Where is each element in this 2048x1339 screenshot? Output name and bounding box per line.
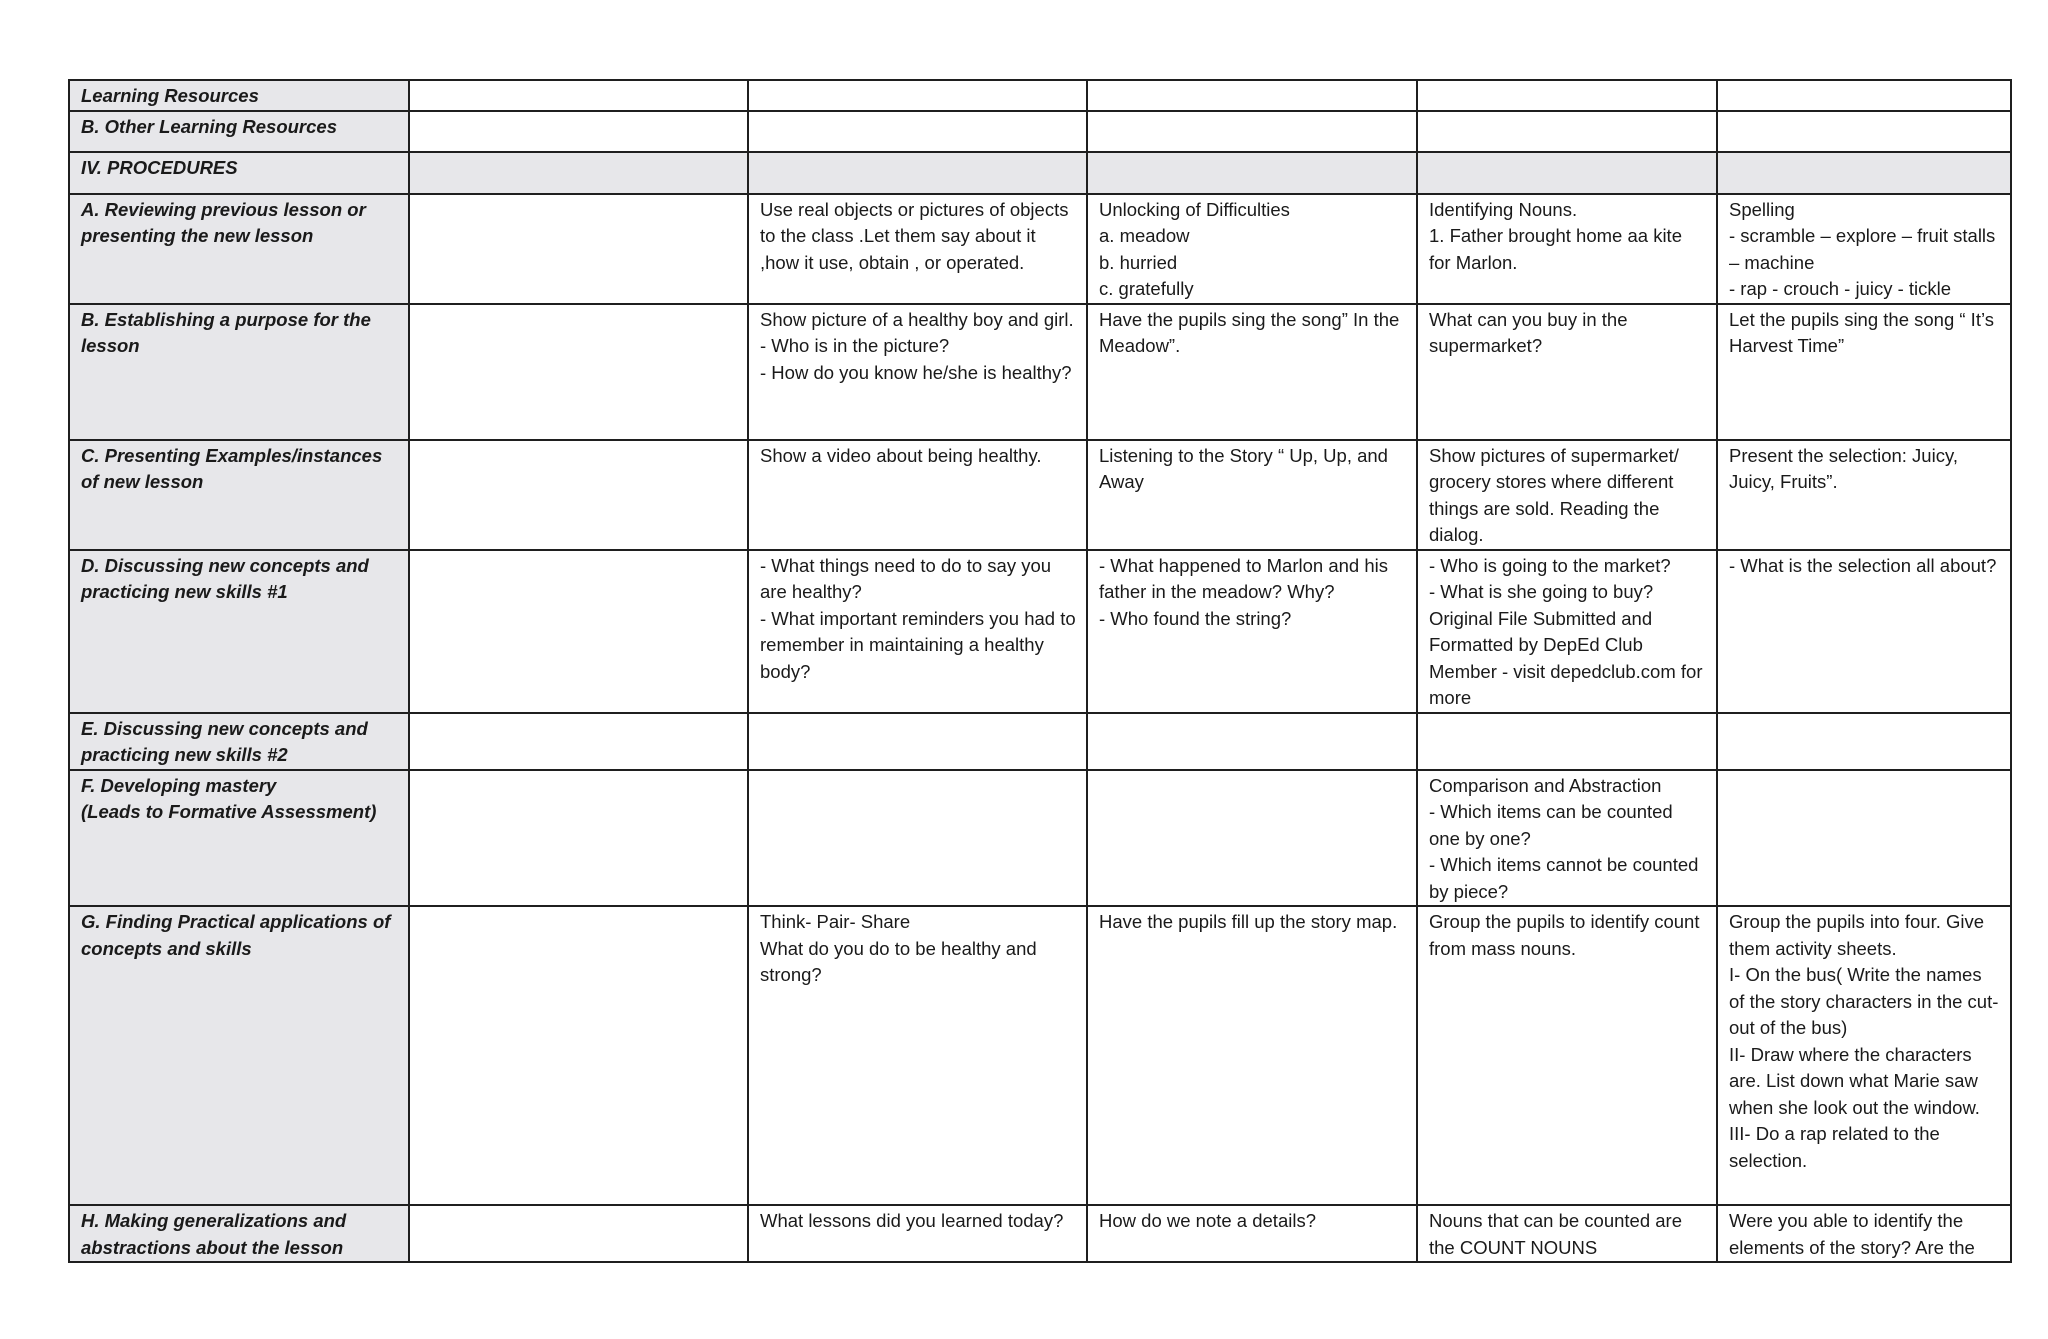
table-cell	[1087, 713, 1417, 770]
table-cell	[1417, 152, 1717, 194]
table-cell	[1717, 713, 2011, 770]
table-cell	[409, 304, 748, 440]
table-cell	[409, 906, 748, 1205]
table-cell	[409, 713, 748, 770]
table-cell	[1417, 111, 1717, 152]
table-row	[69, 111, 2011, 152]
table-cell: - What happened to Marlon and his father in the meadow? Why? - Who found the string?	[1087, 550, 1417, 713]
row-label: F. Developing mastery (Leads to Formative Assessment)	[69, 770, 409, 907]
table-cell: Show a video about being healthy.	[748, 440, 1087, 550]
table-cell	[409, 440, 748, 550]
table-cell: Were you able to identify the elements of the story? Are the	[1717, 1205, 2011, 1262]
table-cell	[409, 1205, 748, 1262]
table-cell	[1717, 111, 2011, 152]
table-cell	[748, 152, 1087, 194]
table-row	[69, 152, 2011, 194]
table-cell: Identifying Nouns. 1. Father brought home aa kite for Marlon.	[1417, 194, 1717, 304]
table-cell: Use real objects or pictures of objects to the class .Let them say about it ,how it use, obtain , or operated.	[748, 194, 1087, 304]
table-cell	[409, 152, 748, 194]
row-label: G. Finding Practical applications of concepts and skills	[69, 906, 409, 1205]
table-row	[69, 304, 2011, 440]
table-cell: Show pictures of supermarket/ grocery stores where different things are sold. Reading the dialog.	[1417, 440, 1717, 550]
table-row	[69, 906, 2011, 1205]
table-cell: - What is the selection all about?	[1717, 550, 2011, 713]
table-cell	[409, 770, 748, 907]
table-cell	[1717, 80, 2011, 111]
table-cell	[1087, 152, 1417, 194]
table-cell: Spelling - scramble – explore – fruit stalls – machine - rap - crouch - juicy - tickle	[1717, 194, 2011, 304]
row-label: B. Establishing a purpose for the lesson	[69, 304, 409, 440]
table-cell: Think- Pair- Share What do you do to be healthy and strong?	[748, 906, 1087, 1205]
table-cell	[1717, 770, 2011, 907]
table-row	[69, 440, 2011, 550]
lesson-plan-table	[68, 79, 2012, 1263]
table-cell	[1087, 770, 1417, 907]
table-cell	[409, 111, 748, 152]
table-cell	[1717, 152, 2011, 194]
table-cell: Present the selection: Juicy, Juicy, Fruits”.	[1717, 440, 2011, 550]
table-cell: Show picture of a healthy boy and girl. - Who is in the picture? - How do you know he/she is healthy?	[748, 304, 1087, 440]
table-row	[69, 770, 2011, 907]
table-cell: Nouns that can be counted are the COUNT NOUNS	[1417, 1205, 1717, 1262]
table-cell: Listening to the Story “ Up, Up, and Away	[1087, 440, 1417, 550]
table-cell	[409, 194, 748, 304]
table-cell: Comparison and Abstraction - Which items can be counted one by one? - Which items cannot be counted by piece?	[1417, 770, 1717, 907]
table-cell	[748, 111, 1087, 152]
table-cell	[1417, 80, 1717, 111]
row-label: E. Discussing new concepts and practicing new skills #2	[69, 713, 409, 770]
table-cell: Group the pupils to identify count from mass nouns.	[1417, 906, 1717, 1205]
row-label: IV. PROCEDURES	[69, 152, 409, 194]
table-row	[69, 194, 2011, 304]
table-cell	[409, 80, 748, 111]
table-cell	[409, 550, 748, 713]
table-row	[69, 550, 2011, 713]
table-row	[69, 80, 2011, 111]
table-cell: Let the pupils sing the song “ It’s Harvest Time”	[1717, 304, 2011, 440]
table-cell: How do we note a details?	[1087, 1205, 1417, 1262]
table-cell	[748, 80, 1087, 111]
table-cell: Group the pupils into four. Give them activity sheets. I- On the bus( Write the names of the story characters in the cut-out of the bus) II- Draw where the characters are. List down what Marie saw when she look out the window. III- Do a rap related to the selection.	[1717, 906, 2011, 1205]
table-cell	[748, 770, 1087, 907]
table-cell	[1087, 111, 1417, 152]
table-row	[69, 1205, 2011, 1262]
table-row	[69, 713, 2011, 770]
row-label: D. Discussing new concepts and practicing new skills #1	[69, 550, 409, 713]
row-label: B. Other Learning Resources	[69, 111, 409, 152]
table-cell	[1417, 713, 1717, 770]
table-cell: Unlocking of Difficulties a. meadow b. hurried c. gratefully	[1087, 194, 1417, 304]
table-cell: What can you buy in the supermarket?	[1417, 304, 1717, 440]
table-cell	[1087, 80, 1417, 111]
table-cell: - Who is going to the market? - What is she going to buy? Original File Submitted and Formatted by DepEd Club Member - visit depedclub.com for more	[1417, 550, 1717, 713]
row-label: C. Presenting Examples/instances of new lesson	[69, 440, 409, 550]
table-cell: What lessons did you learned today?	[748, 1205, 1087, 1262]
row-label: A. Reviewing previous lesson or presenting the new lesson	[69, 194, 409, 304]
row-label: H. Making generalizations and abstractions about the lesson	[69, 1205, 409, 1262]
table-cell: Have the pupils fill up the story map.	[1087, 906, 1417, 1205]
row-label: Learning Resources	[69, 80, 409, 111]
table-cell	[748, 713, 1087, 770]
table-cell: Have the pupils sing the song” In the Meadow”.	[1087, 304, 1417, 440]
table-cell: - What things need to do to say you are healthy? - What important reminders you had to remember in maintaining a healthy body?	[748, 550, 1087, 713]
